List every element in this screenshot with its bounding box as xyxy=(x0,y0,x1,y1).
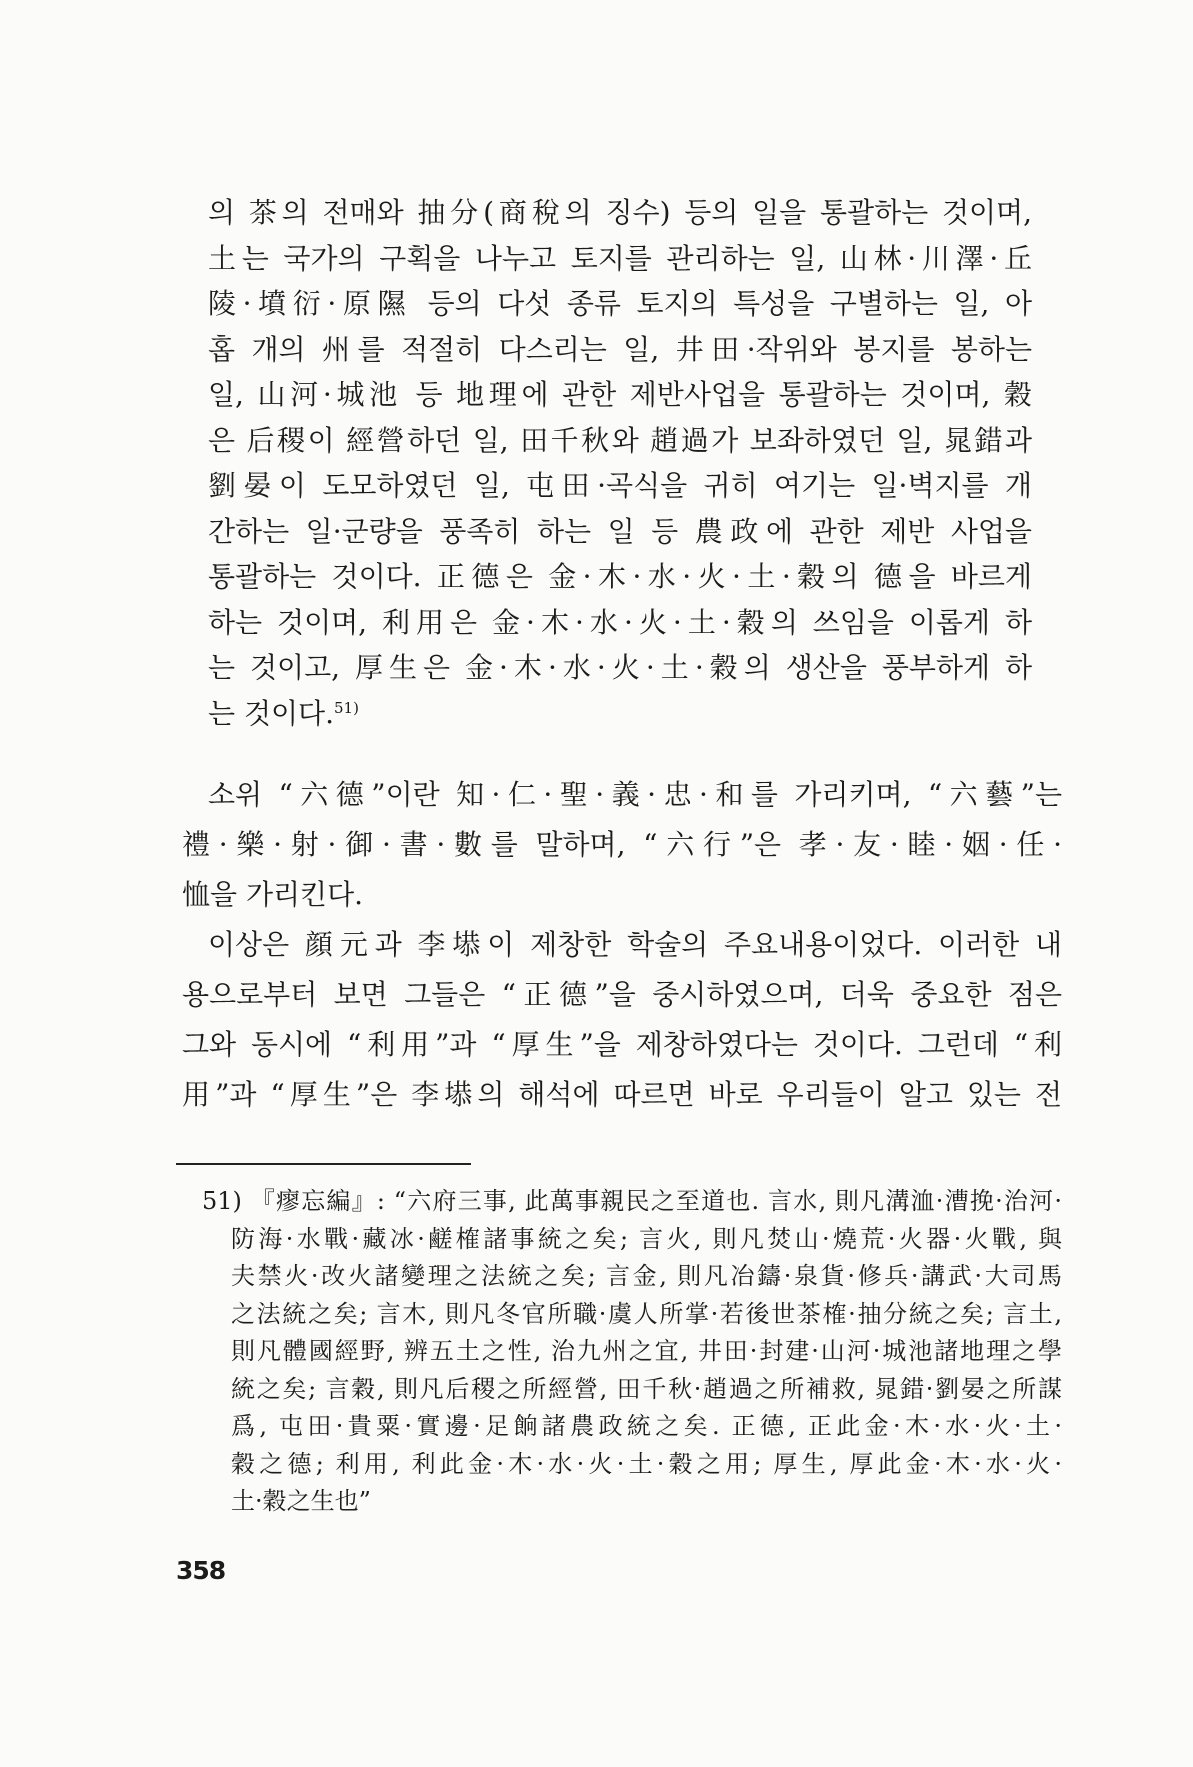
footnote-line xyxy=(202,1183,1062,1221)
quote-line: 의 茶의 전매와 抽分(商稅의 징수) 등의 일을 통괄하는 것이며, xyxy=(208,196,1032,229)
quote-line: 는 것이고, 厚生은 金·木·水·火·土·穀의 생산을 풍부하게 하 xyxy=(208,651,1032,684)
quote-line: 陵·墳衍·原隰 등의 다섯 종류 토지의 특성을 구별하는 일, 아 xyxy=(208,287,1032,320)
quote-line-last xyxy=(208,691,1032,737)
footnote-line: 則凡體國經野, 辨五土之性, 治九州之宜, 井田·封建·山河·城池諸地理之學 xyxy=(231,1337,1062,1365)
paragraph-line: 소위 “六德”이란 知·仁·聖·義·忠·和를 가리키며, “六藝”는 xyxy=(208,778,1062,811)
block-quote xyxy=(208,190,1032,736)
footnote-line: 夫禁火·改火諸變理之法統之矣; 言金, 則凡冶鑄·泉貨·修兵·講武·大司馬 xyxy=(231,1262,1062,1290)
footnote-line: 土·穀之生也” xyxy=(231,1487,371,1515)
body-text xyxy=(182,770,1062,1120)
quote-line: 劉晏이 도모하였던 일, 屯田·곡식을 귀히 여기는 일·벽지를 개 xyxy=(208,469,1032,502)
footnote-line: 穀之德; 利用, 利此金·木·水·火·土·穀之用; 厚生, 厚此金·木·水·火· xyxy=(231,1449,1062,1478)
quote-line-text: 는 것이다. xyxy=(208,696,334,730)
quote-line: 홉 개의 州를 적절히 다스리는 일, 井田·작위와 봉지를 봉하는 xyxy=(208,332,1032,366)
footnote-reference[interactable]: 51) xyxy=(334,698,359,717)
quote-line: 간하는 일·군량을 풍족히 하는 일 등 農政에 관한 제반 사업을 xyxy=(208,514,1032,548)
paragraph-line: 용으로부터 보면 그들은 “正德”을 중시하였으며, 더욱 중요한 점은 xyxy=(182,978,1062,1011)
footnote-marker: 51) xyxy=(202,1187,242,1215)
footnote-line: 之法統之矣; 言木, 則凡冬官所職·虞人所掌·若後世茶榷·抽分統之矣; 言土, xyxy=(231,1299,1062,1328)
footnote-line: 防海·水戰·藏冰·鹺榷諸事統之矣; 言火, 則凡焚山·燒荒·火器·火戰, 與 xyxy=(231,1224,1062,1253)
paragraph-line: 禮·樂·射·御·書·數를 말하며, “六行”은 孝·友·睦·姻·任· xyxy=(182,828,1062,861)
quote-line: 土는 국가의 구획을 나누고 토지를 관리하는 일, 山林·川澤·丘 xyxy=(208,241,1032,275)
paragraph xyxy=(182,920,1062,1120)
footnote xyxy=(202,1183,1062,1521)
paragraph-line: 恤을 가리킨다. xyxy=(182,878,364,911)
paragraph-line: 그와 동시에 “利用”과 “厚生”을 제창하였다는 것이다. 그런데 “利 xyxy=(182,1028,1062,1061)
footnote-line-text: 『瘳忘編』: “六府三事, 此萬事親民之至道也. 言水, 則凡溝洫·漕挽·治河· xyxy=(250,1187,1062,1215)
paragraph xyxy=(182,770,1062,920)
quote-line: 은 后稷이 經營하던 일, 田千秋와 趙過가 보좌하였던 일, 晁錯과 xyxy=(208,423,1032,457)
paragraph-line: 用”과 “厚生”은 李塨의 해석에 따르면 바로 우리들이 알고 있는 전 xyxy=(182,1078,1062,1111)
footnote-line: 爲, 屯田·貴粟·實邊·足餉諸農政統之矣. 正德, 正此金·木·水·火·土· xyxy=(231,1412,1062,1440)
footnote-line: 統之矣; 言穀, 則凡后稷之所經營, 田千秋·趙過之所補救, 晁錯·劉晏之所謀 xyxy=(231,1374,1062,1403)
quote-line: 일, 山河·城池 등 地理에 관한 제반사업을 통괄하는 것이며, 穀 xyxy=(208,378,1032,411)
footnote-rule xyxy=(176,1163,471,1165)
quote-line: 통괄하는 것이다. 正德은 金·木·水·火·土·穀의 德을 바르게 xyxy=(208,560,1032,593)
paragraph-line: 이상은 顔元과 李塨이 제창한 학술의 주요내용이었다. 이러한 내 xyxy=(208,928,1062,961)
page-number: 358 xyxy=(176,1556,226,1585)
quote-line: 하는 것이며, 利用은 金·木·水·火·土·穀의 쓰임을 이롭게 하 xyxy=(208,605,1032,639)
